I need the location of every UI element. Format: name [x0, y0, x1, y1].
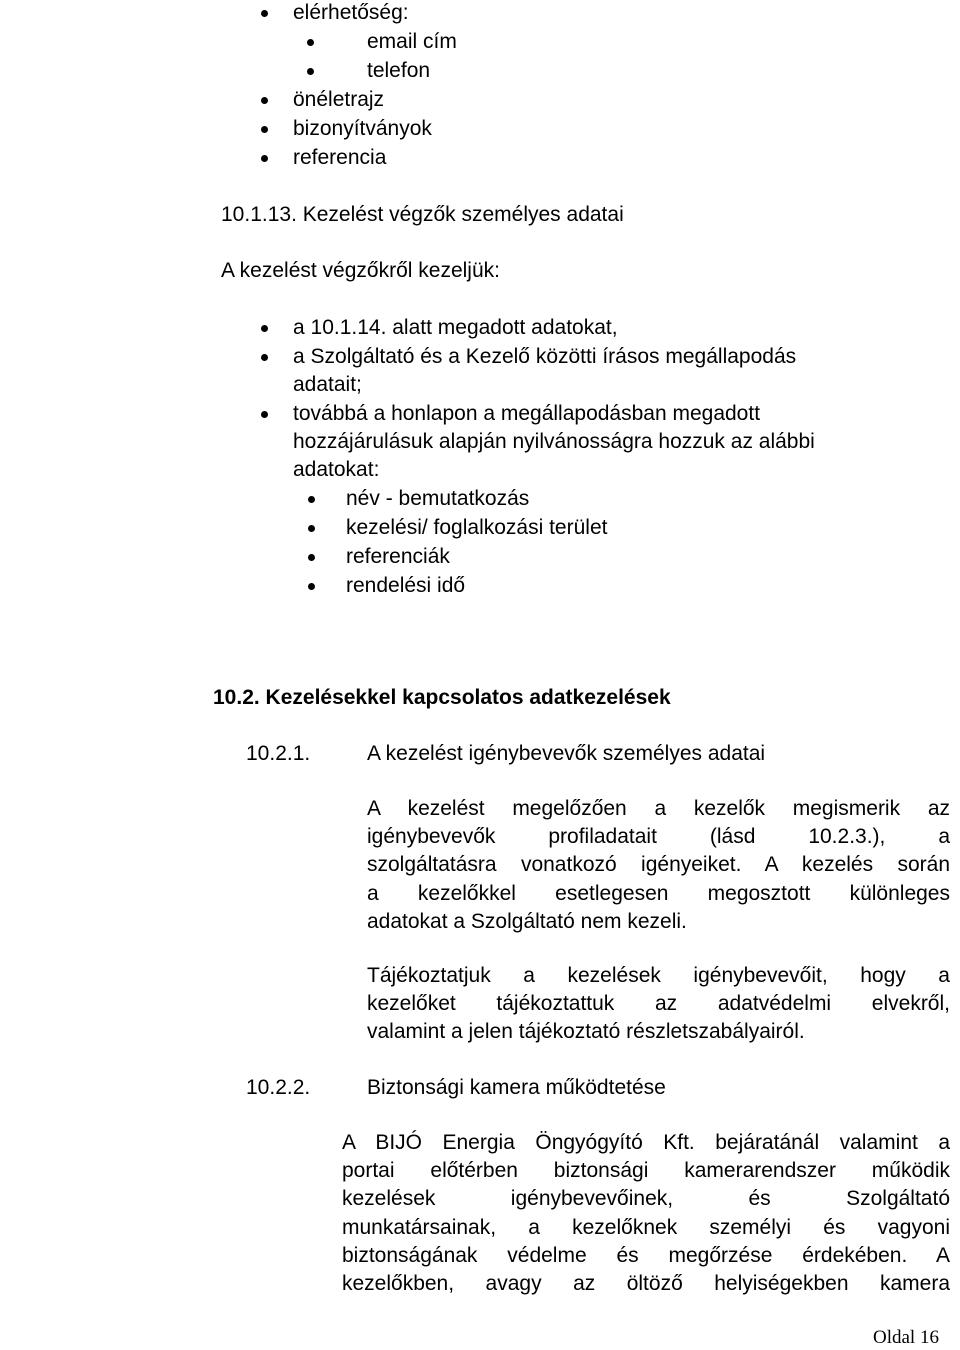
list-item: rendelési idő: [346, 574, 466, 597]
bullet-icon: [261, 354, 268, 361]
list-item-line: a 10.1.14. alatt megadott adatokat,: [293, 316, 618, 339]
list-item-line: adatokat:: [293, 458, 380, 481]
subsection-title-10-2-1: A kezelést igénybevevők személyes adatai: [367, 742, 766, 765]
list-item-line: továbbá a honlapon a megállapodásban megadott: [293, 402, 761, 425]
list-item: referencia: [293, 146, 387, 169]
bullet-icon: [261, 411, 268, 418]
subsection-number-10-2-2: 10.2.2.: [246, 1076, 311, 1099]
bullet-icon: [261, 97, 268, 104]
bullet-icon: [308, 554, 315, 561]
bullet-icon: [261, 10, 268, 17]
paragraph-notification: Tájékoztatjuk a kezelések igénybevevőit, hogy a kezelőket tájékoztattuk az adatvédelmi elvekről, valamint a jelen tájékoztató részletszabályairól.: [367, 964, 950, 1044]
list-item: elérhetőség:: [293, 1, 409, 24]
section-intro: A kezelést végzőkről kezeljük:: [221, 259, 500, 282]
bullet-icon: [308, 525, 315, 532]
bullet-icon: [261, 325, 268, 332]
subsection-title-10-2-2: Biztonsági kamera működtetése: [367, 1076, 666, 1099]
page-number: Oldal 16: [873, 1327, 939, 1348]
list-item: bizonyítványok: [293, 117, 432, 140]
list-item: referenciák: [346, 545, 450, 568]
paragraph-camera: A BIJÓ Energia Öngyógyító Kft. bejáratánál valamint a portai előtérben biztonsági kamerarendszer működik kezelések igénybevevőinek, és Szolgáltató munkatársainak, a kezelőknek személyi és vagyoni biztonságának védelme és megőrzése érdekében. A kezelőkben, avagy az öltöző helyiségekben kamera: [342, 1131, 950, 1296]
bullet-icon: [261, 155, 268, 162]
bullet-icon: [307, 39, 314, 46]
section-title-10-1-13: 10.1.13. Kezelést végzők személyes adatai: [221, 203, 624, 226]
list-item-line: hozzájárulásuk alapján nyilvánosságra hozzuk az alábbi: [293, 430, 815, 453]
list-item: kezelési/ foglalkozási terület: [346, 516, 608, 539]
bullet-icon: [308, 496, 315, 503]
bullet-icon: [308, 583, 315, 590]
list-item-line: a Szolgáltató és a Kezelő közötti írásos megállapodás: [293, 345, 797, 368]
list-item: név - bemutatkozás: [346, 487, 530, 510]
bullet-icon: [307, 68, 314, 75]
list-item: email cím: [367, 30, 457, 53]
list-item: önéletrajz: [293, 88, 385, 111]
bullet-icon: [261, 126, 268, 133]
list-item-line: adatait;: [293, 373, 362, 396]
section-heading-10-2: 10.2. Kezelésekkel kapcsolatos adatkezelések: [213, 686, 671, 709]
subsection-number-10-2-1: 10.2.1.: [246, 742, 311, 765]
list-item: telefon: [367, 59, 431, 82]
paragraph-profile-data: A kezelést megelőzően a kezelők megismerik az igénybevevők profiladatait (lásd 10.2.3.), a szolgáltatásra vonatkozó igényeiket. A kezelés során a kezelőkkel esetlegesen megosztott különleges adatokat a Szolgáltató nem kezeli.: [367, 797, 950, 933]
